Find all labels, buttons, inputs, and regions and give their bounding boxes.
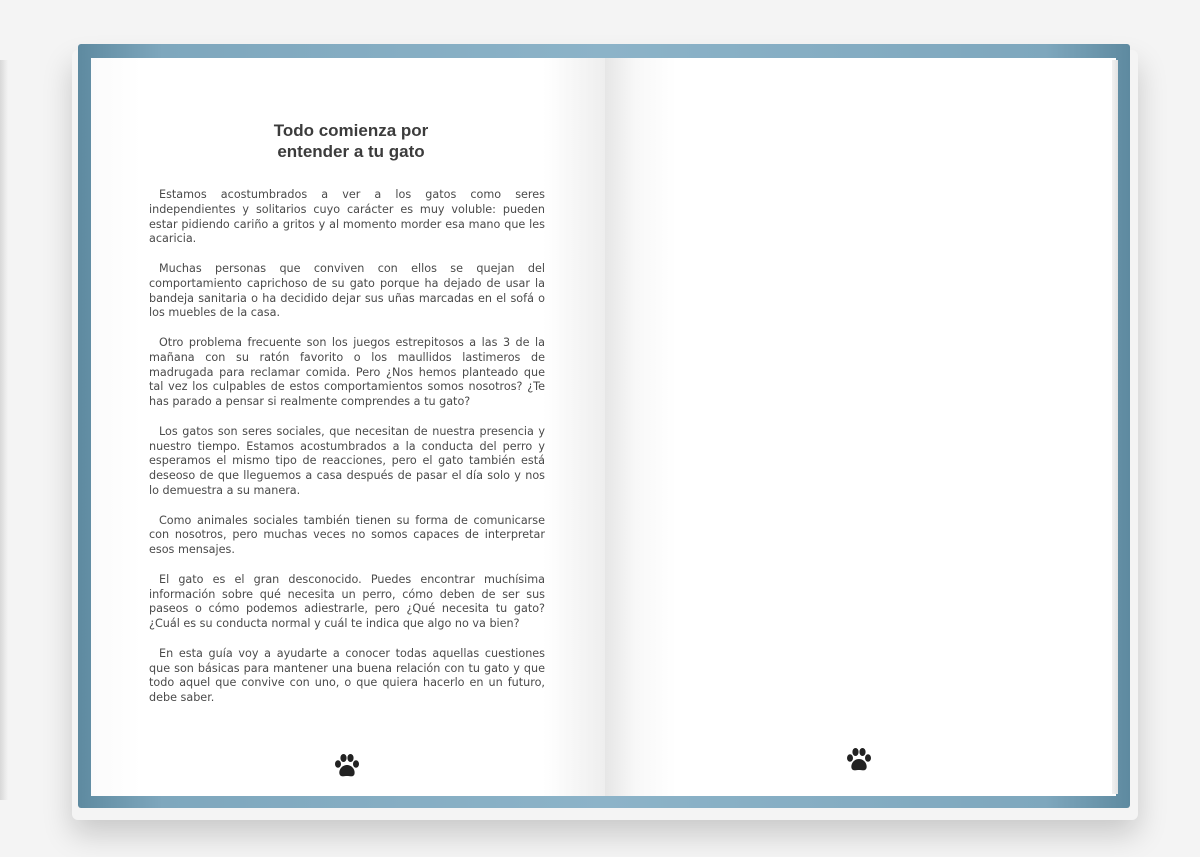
chapter-title [145, 120, 557, 162]
chapter-body [149, 188, 545, 721]
paw-icon [845, 747, 873, 773]
paragraph: El gato es el gran desconocido. Puedes encontrar muchísima información sobre qué necesita un perro, cómo deben de ser sus paseos o cómo podemos adiestrarle, pero ¿Qué necesita tu gato? ¿Cuál es su conducta normal y cuál te indica que algo no va bien? [149, 572, 545, 631]
paragraph: Los gatos son seres sociales, que necesitan de nuestra presencia y nuestro tiempo. Estamos acostumbrados a la conducta del perro y esperamos el mismo tipo de reacciones, pero el gato también está deseoso de que lleguemos a casa después de pasar el día solo y nos lo demuestra a su manera. [149, 424, 545, 497]
paragraph: Muchas personas que conviven con ellos se quejan del comportamiento caprichoso de su gato porque ha dejado de usar la bandeja sanitaria o ha decidido dejar sus uñas marcadas en el sofá o los muebles de la casa. [149, 261, 545, 320]
chapter-title-line-2: entender a tu gato [277, 142, 425, 161]
paragraph: Otro problema frecuente son los juegos estrepitosos a las 3 de la mañana con su ratón favorito o los maullidos lastimeros de madrugada para reclamar comida. Pero ¿Nos hemos planteado que tal vez los culpables de estos comportamientos somos nosotros? ¿Te has parado a pensar si realmente comprendes a tu gato? [149, 335, 545, 409]
background-shadow [0, 60, 8, 800]
chapter-title-line-1: Todo comienza por [273, 121, 429, 140]
paragraph: En esta guía voy a ayudarte a conocer todas aquellas cuestiones que son básicas para mantener una buena relación con tu gato y que todo aquel que convive con uno, o que quiera hacerlo en un futuro, debe saber. [149, 646, 545, 705]
right-page [605, 58, 1116, 796]
paragraph: Como animales sociales también tienen su forma de comunicarse con nosotros, pero muchas veces no somos capaces de interpretar esos mensajes. [149, 513, 545, 557]
paragraph: Estamos acostumbrados a ver a los gatos como seres independientes y solitarios cuyo carácter es muy voluble: pueden estar pidiendo cariño a gritos y al momento morder esa mano que les acaricia. [149, 188, 545, 246]
page-edge [1112, 60, 1118, 794]
paw-icon [333, 753, 361, 779]
